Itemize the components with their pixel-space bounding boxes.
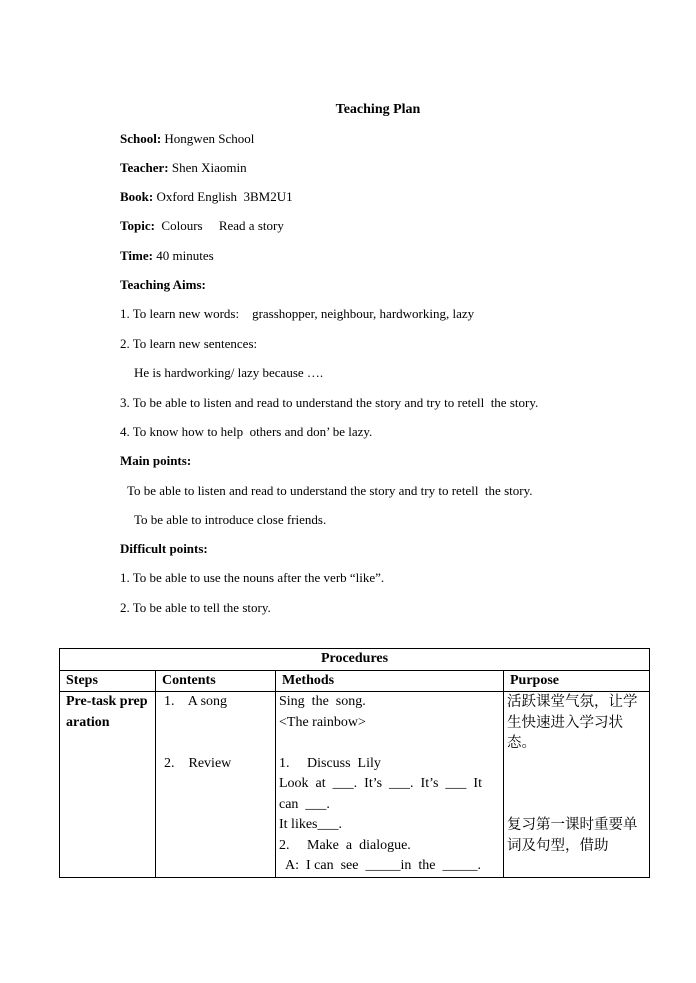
content-item: 1. A song: [164, 694, 228, 709]
difficult-points-heading: Difficult points:: [120, 541, 208, 556]
method-line: 2. Make a dialogue.: [279, 837, 411, 853]
header-contents: Contents: [156, 670, 276, 692]
procedures-table: [59, 648, 650, 878]
content-item: 2. Review: [164, 755, 232, 771]
aim-item: 1. To learn new words: grasshopper, neighbour, hardworking, lazy: [120, 306, 475, 321]
step-cell: [60, 692, 156, 878]
difficult-point-item: 1. To be able to use the nouns after the verb “like”.: [120, 570, 385, 585]
method-line: It likes___.: [279, 817, 342, 832]
time-value: 40 minutes: [156, 248, 214, 263]
header-purpose: Purpose: [504, 670, 650, 692]
aim-item: 2. To learn new sentences:: [120, 336, 258, 351]
contents-cell: [156, 692, 276, 878]
method-line: 1. Discuss Lily: [279, 755, 381, 771]
book-line: [120, 189, 293, 205]
main-point-item: To be able to listen and read to understand the story and try to retell the story.: [127, 483, 533, 498]
method-line: Look at ___. It’s ___. It’s ___ It: [279, 776, 482, 791]
table-header-row: [60, 670, 650, 692]
purpose-text: 活跃课堂气氛，让学生快速进入学习状态。: [507, 694, 638, 751]
method-line: Sing the song.: [279, 694, 366, 709]
methods-cell: [276, 692, 504, 878]
book-value: Oxford English 3BM2U1: [156, 189, 293, 204]
topic-label: Topic:: [120, 218, 155, 233]
teacher-line: [120, 160, 247, 176]
aim-item: 3. To be able to listen and read to understand the story and try to retell the story.: [120, 395, 539, 410]
school-label: School:: [120, 131, 162, 146]
purpose-cell: [504, 692, 650, 878]
step-name: Pre-task preparation: [66, 694, 148, 730]
topic-value: Colours Read a story: [161, 218, 284, 233]
header-steps: Steps: [60, 670, 156, 692]
school-line: [120, 131, 254, 147]
purpose-text: 复习第一课时重要单词及句型，借助: [507, 817, 638, 854]
table-row: [60, 692, 650, 878]
aim-item: He is hardworking/ lazy because ….: [134, 365, 324, 380]
header-methods: Methods: [276, 670, 504, 692]
method-line: A: I can see _____in the _____.: [285, 858, 481, 873]
teacher-label: Teacher:: [120, 160, 169, 175]
time-line: [120, 248, 214, 264]
topic-line: [120, 218, 284, 234]
teacher-value: Shen Xiaomin: [171, 160, 247, 175]
difficult-point-item: 2. To be able to tell the story.: [120, 600, 271, 615]
page-title: Teaching Plan: [335, 102, 421, 117]
procedures-caption: Procedures: [60, 649, 650, 671]
method-line: <The rainbow>: [279, 714, 366, 730]
main-point-item: To be able to introduce close friends.: [134, 512, 327, 527]
main-points-heading: Main points:: [120, 453, 192, 468]
aim-item: 4. To know how to help others and don’ be lazy.: [120, 424, 373, 439]
method-line: can ___.: [279, 796, 330, 812]
aims-heading: Teaching Aims:: [120, 277, 206, 292]
table-caption-row: [60, 649, 650, 671]
school-value: Hongwen School: [164, 131, 255, 146]
time-label: Time:: [120, 248, 153, 263]
book-label: Book:: [120, 189, 154, 204]
